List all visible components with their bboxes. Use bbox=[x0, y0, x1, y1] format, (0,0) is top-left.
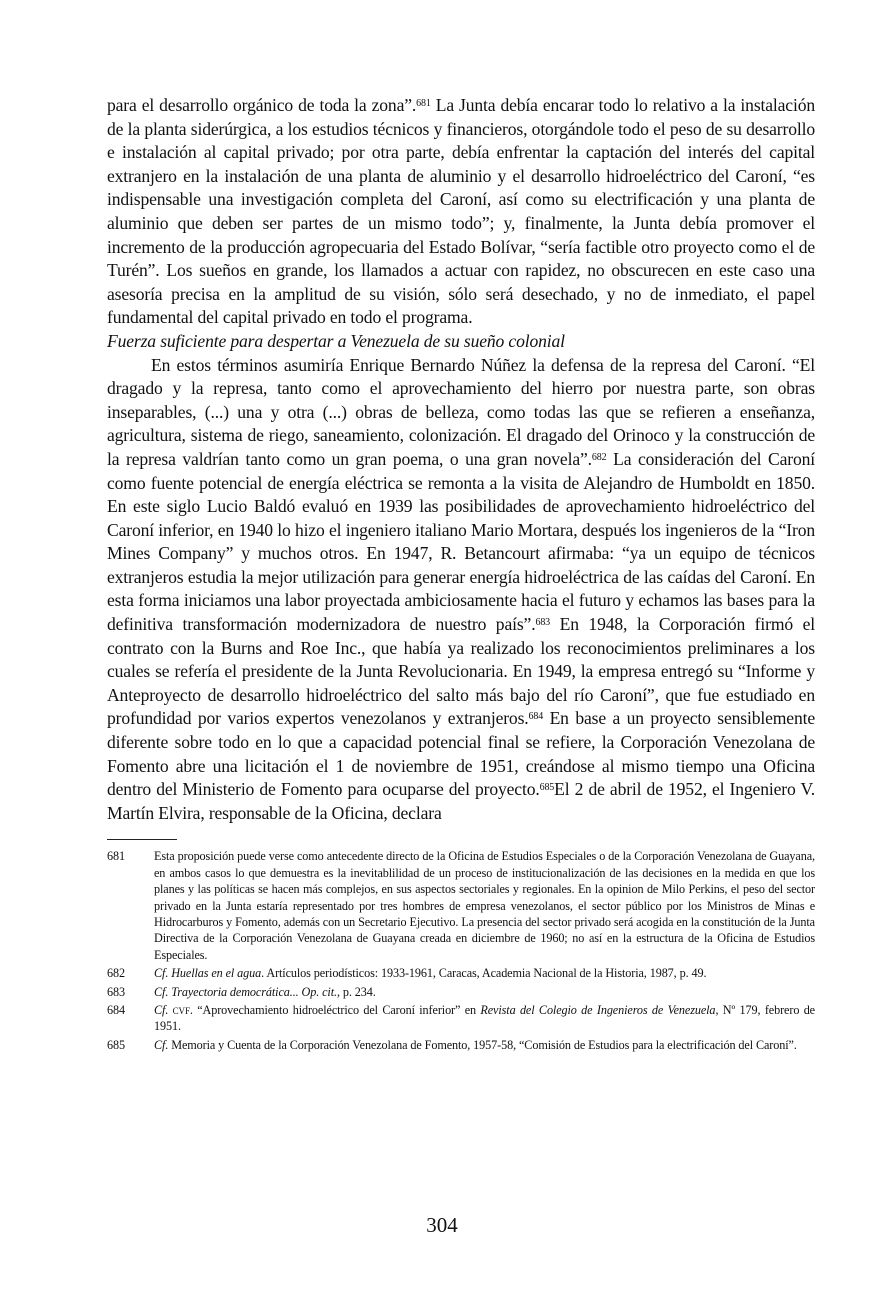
footnote-number: 685 bbox=[107, 1037, 125, 1052]
footnote-685 bbox=[107, 1037, 815, 1053]
text-run: para el desarrollo orgánico de toda la zona”. bbox=[107, 95, 417, 115]
footnote-citation-title: Cf. Huellas en el agua bbox=[154, 966, 262, 981]
text-run: . “Aprovechamiento hidroeléctrico del Caroní inferior” en bbox=[189, 1003, 481, 1018]
footnote-journal-title: Revista del Colegio de Ingenieros de Venezuela bbox=[480, 1003, 716, 1018]
footnote-ref-681[interactable]: 681 bbox=[416, 98, 431, 109]
text-run: Memoria y Cuenta de la Corporación Venezolana de Fomento, 1957-58, “Comisión de Estudios para la electrificación del Caroní”. bbox=[168, 1037, 797, 1052]
footnote-number: 681 bbox=[107, 849, 125, 864]
footnote-ref-683[interactable]: 683 bbox=[535, 617, 551, 629]
page-number: 304 bbox=[426, 1213, 458, 1237]
footnote-ref-684[interactable]: 684 bbox=[528, 711, 544, 723]
footnote-number: 684 bbox=[107, 1003, 125, 1018]
footnote-text bbox=[154, 965, 815, 981]
footnote-cf: Cf. bbox=[154, 1003, 169, 1018]
footnote-cf: Cf. bbox=[154, 1037, 169, 1052]
footnote-681 bbox=[107, 848, 815, 963]
footnote-683 bbox=[107, 984, 815, 1000]
page-content bbox=[107, 94, 815, 1055]
text-run: El 2 de abril de 1952, el Ingeniero V. Martín Elvira, responsable de la Oficina, declara bbox=[107, 779, 815, 823]
footnote-ref-682[interactable]: 682 bbox=[591, 451, 607, 463]
footnote-number: 683 bbox=[107, 984, 125, 999]
text-run: En base a un proyecto sensiblemente diferente sobre todo en lo que a capacidad potencial final se refiere, la Corporación Venezolana de Fomento abre una licitación el 1 de noviembre de 1951, creándose al mismo tiempo una Oficina dentro del Ministerio de Fomento para ocuparse del proyecto. bbox=[107, 708, 815, 800]
footnotes bbox=[107, 848, 815, 1053]
text-run: La Junta debía encarar todo lo relativo a la instalación de la planta siderúrgica, a los estudios técnicos y financieros, otorgándole todo el peso de su desarrollo e instalación al capital privado; por otra parte, debía enfrentar la captación del interés del capital extranjero en la instalación de una planta de aluminio y el desarrollo hidroeléctrico del Caroní, “es indispensable una investigación completa del Caroní, así como su electrificación y una planta de aluminio que deben ser partes de un mismo todo”; y, finalmente, la Junta debía promover el incremento de la producción agropecuaria del Estado Bolívar, “sería factible otro proyecto como el de Turén”. Los sueños en grande, los llamados a actuar con rapidez, no obscurecen en este caso una asesoría precisa en la amplitud de su visión, sólo será desechado, y no de inmediato, el papel fundamental del capital privado en todo el programa. bbox=[107, 95, 815, 328]
footnote-abbreviation: cvf bbox=[172, 1003, 190, 1018]
footnote-citation-title: Cf. Trayectoria democrática... Op. cit. bbox=[154, 984, 337, 999]
section-heading: Fuerza suficiente para despertar a Venezuela de su sueño colonial bbox=[107, 330, 565, 351]
footnote-text: Esta proposición puede verse como antecedente directo de la Oficina de Estudios Especiales o de la Corporación Venezolana de Guayana, en ambos casos lo que demuestra es la inevitablilidad de un proceso de institucionalización de las decisiones en la medida en que los planes y las políticas se hacen más complejos, en sus aspectos sectoriales y regionales. En la opinion de Milo Perkins, el peso del sector privado en la Junta estaría representado por tres hombres de empresa venezolanos, el sector público por los Ministros de Minas e Hidrocarburos y Fomento, además con un Secretario Ejecutivo. La presencia del sector privado será acogida en la constitución de la Junta Directiva de la Corporación Venezolana de Guayana creada en diciembre de 1960; no así en la estructura de la Oficina de Estudios Especiales. bbox=[154, 849, 815, 962]
footnote-separator bbox=[107, 839, 177, 840]
footnote-text bbox=[154, 984, 815, 1000]
paragraph-1 bbox=[107, 94, 815, 330]
footnote-text bbox=[154, 1002, 815, 1035]
body-text bbox=[107, 94, 815, 825]
footnote-text bbox=[154, 1037, 815, 1053]
text-run: La consideración del Caroní como fuente potencial de energía eléctrica se remonta a la visita de Alejandro de Humboldt en 1850. En este siglo Lucio Baldó evaluó en 1939 las posibilidades de aprovechamiento hidroeléctrico del Caroní inferior, en 1940 lo hizo el ingeniero italiano Mario Mortara, después los ingenieros de la “Iron Mines Company” y muchos otros. En 1947, R. Betancourt afirmaba: “ya un equipo de técnicos extranjeros estudia la mejor utilización para generar energía hidroeléctrica de las caídas del Caroní. En esta forma iniciamos una labor proyectada ambiciosamente hacia el futuro y echamos las bases para la definitiva transformación modernizadora de nuestro país”. bbox=[107, 448, 816, 635]
text-run: En 1948, la Corporación firmó el contrato con la Burns and Roe Inc., que había ya realizado los reconocimientos preliminares a los cuales se refería el presidente de la Junta Revolucionaria. En 1949, la empresa entregó su “Informe y Anteproyecto de desarrollo hidroeléctrico del salto más bajo del río Caroní”, que fue estudiado en profundidad por varios expertos venezolanos y extranjeros. bbox=[107, 614, 815, 729]
footnote-ref-685[interactable]: 685 bbox=[539, 782, 555, 794]
text-run: . Artículos periodísticos: 1933-1961, Caracas, Academia Nacional de la Historia, 1987, p. 49. bbox=[261, 966, 707, 981]
footnote-682 bbox=[107, 965, 815, 981]
text-run: , p. 234. bbox=[336, 984, 376, 999]
paragraph-2 bbox=[107, 354, 815, 826]
text-run: En estos términos asumiría Enrique Bernardo Núñez la defensa de la represa del Caroní. “El dragado y la represa, tanto como el aprovechamiento del hierro por nuestra parte, son obras inseparables, (...) una y otra (...) obras de belleza, como todas las que se refieren a enseñanza, agricultura, sistema de riego, saneamiento, colonización. El dragado del Orinoco y la construcción de la represa valdrían tanto como un gran poema, o una gran novela”. bbox=[107, 354, 815, 469]
text-run: , Nº 179, febrero de 1951. bbox=[154, 1003, 815, 1034]
footnote-number: 682 bbox=[107, 966, 125, 981]
footnote-684 bbox=[107, 1002, 815, 1035]
